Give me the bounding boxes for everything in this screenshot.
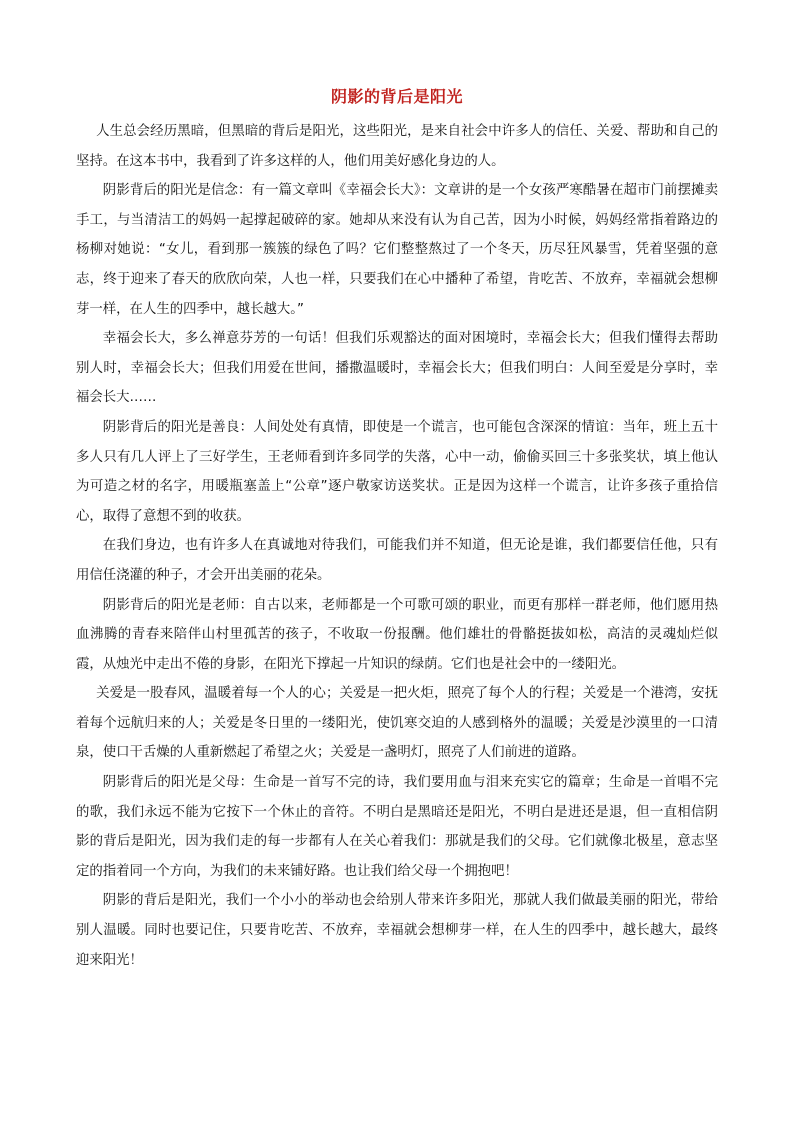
document-body xyxy=(76,117,718,975)
paragraph-parents: 阴影背后的阳光是父母：生命是一首写不完的诗，我们要用血与泪来充实它的篇章；生命是一首唱不完的歌，我们永远不能为它按下一个休止的音符。不明白是黑暗还是阳光，不明白是进还是退，但一直相信阴影的背后是阳光，因为我们走的每一步都有人在关心着我们：那就是我们的父母。它们就像北极星，意志坚定的指着同一个方向，为我们的未来铺好路。也让我们给父母一个拥抱吧！ xyxy=(76,775,718,879)
paragraph-care: 关爱是一股春风，温暖着每一个人的心；关爱是一把火炬，照亮了每个人的行程；关爱是一个港湾，安抚着每个远航归来的人；关爱是冬日里的一缕阳光，使饥寒交迫的人感到格外的温暖；关爱是沙漠里的一口清泉，使口干舌燥的人重新燃起了希望之火；关爱是一盏明灯，照亮了人们前进的道路。 xyxy=(76,686,718,761)
paragraph-teachers: 阴影背后的阳光是老师：自古以来，老师都是一个可歌可颂的职业，而更有那样一群老师，他们愿用热血沸腾的青春来陪伴山村里孤苦的孩子，不收取一份报酬。他们雄壮的骨骼挺拔如松，高洁的灵魂灿烂似霞，从烛光中走出不倦的身影，在阳光下撑起一片知识的绿荫。它们也是社会中的一缕阳光。 xyxy=(76,597,718,672)
paragraph-intro: 人生总会经历黑暗，但黑暗的背后是阳光，这些阳光，是来自社会中许多人的信任、关爱、帮助和自己的坚持。在这本书中，我看到了许多这样的人，他们用美好感化身边的人。 xyxy=(76,124,718,169)
paragraph-belief: 阴影背后的阳光是信念：有一篇文章叫《幸福会长大》：文章讲的是一个女孩严寒酷暑在超市门前摆摊卖手工，与当清洁工的妈妈一起撑起破碎的家。她却从来没有认为自己苦，因为小时候，妈妈经常指着路边的杨柳对她说：“女儿，看到那一簇簇的绿色了吗？它们整整熬过了一个冬天，历尽狂风暴雪，凭着坚强的意志，终于迎来了春天的欣欣向荣，人也一样，只要我们在心中播种了希望，肯吃苦、不放弃，幸福就会想柳芽一样，在人生的四季中，越长越大。” xyxy=(76,183,718,317)
paragraph-happiness-grows: 幸福会长大，多么禅意芬芳的一句话！但我们乐观豁达的面对困境时，幸福会长大；但我们懂得去帮助别人时，幸福会长大；但我们用爱在世间，播撒温暖时，幸福会长大；但我们明白：人间至爱是分享时，幸福会长大…… xyxy=(76,331,718,406)
document-title: 阴影的背后是阳光 xyxy=(330,87,463,106)
paragraph-trust: 在我们身边，也有许多人在真诚地对待我们，可能我们并不知道，但无论是谁，我们都要信任他，只有用信任浇灌的种子，才会开出美丽的花朵。 xyxy=(76,538,718,583)
paragraph-kindness: 阴影背后的阳光是善良：人间处处有真情，即使是一个谎言，也可能包含深深的情谊：当年，班上五十多人只有几人评上了三好学生，王老师看到许多同学的失落，心中一动，偷偷买回三十多张奖状，填上他认为可造之材的名字，用暖瓶塞盖上“公章”逐户敬家访送奖状。正是因为这样一个谎言，让许多孩子重拾信心，取得了意想不到的收获。 xyxy=(76,419,718,524)
paragraph-conclusion: 阴影的背后是阳光，我们一个小小的举动也会给别人带来许多阳光，那就人我们做最美丽的阳光，带给别人温暖。同时也要记住，只要肯吃苦、不放弃，幸福就会想柳芽一样，在人生的四季中，越长越大，最终迎来阳光！ xyxy=(76,893,718,968)
